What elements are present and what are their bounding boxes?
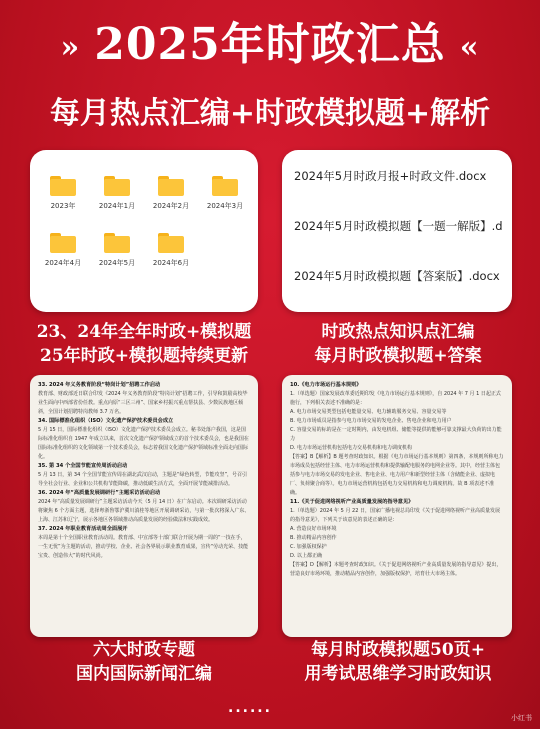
section-heading: 34. 国际標准化组织（ISO）文化遗产保护技术委员会成立 (38, 418, 174, 424)
paragraph: 1.（单选题）国家发展改革委近期印发《电力市场运行基本规则》，自 2024 年 7 月 1 日起正式施行，下列相关表述不准确的是： (290, 391, 501, 406)
section-heading: 33. 2024 年义务教育阶段“特岗计划”招聘工作启动 (38, 382, 161, 388)
caption-line: 国内国际新闻汇编 (76, 664, 212, 684)
news-document-text (30, 375, 258, 567)
section-heading: 36. 2024 年“高质量发展调研行”主题采访活动启动 (38, 490, 161, 496)
paragraph: D. 电力市场运营机构包括电力交易机构和电力调度机构 (290, 445, 413, 451)
folder-icon (104, 233, 130, 253)
caption-bottom-right (270, 638, 526, 686)
paragraph: D. 以上都正确 (290, 553, 323, 559)
folder-icon (104, 176, 130, 196)
document-item[interactable]: 2024年5月时政模拟题【答案版】.docx (294, 269, 500, 283)
page-subtitle: 每月热点汇编+时政模拟题+解析 (49, 96, 491, 131)
quiz-document-preview (282, 375, 512, 637)
paragraph: 1.（单选题）2024 年 5 月 22 日，国家广播电视总局印发《关于促进网络视听产业高质量发展的指导意见》，下列关于该意见的表述正确的是： (290, 508, 500, 523)
folder-item[interactable] (144, 176, 198, 211)
paragraph: 教育部、财政部近日联合印发《2024 年义务教育阶段“特岗计划”招聘工作，引导和鼓励高校毕业生面向中西部省份任教。重点向原“三区三州”、国家乡村振兴重点帮扶县、少数民族地区倾斜，全国计划招聘特岗教师 3.7 万名。 (38, 391, 248, 415)
paragraph: 2024 年“高质量发展调研行”主题采访活动今天（5 月 14 日）在广东启动。本次调研采访活动将聚焦 6 个方面主题，选择粤浙鲁鄂沪冀川滇桂等地区开展调研采访，与第一批次将深入广东、上海、江苏和辽宁，展示各地区各领域推动高质量发展的经验做法和实践成效。 (38, 499, 250, 523)
watermark: 小红书 (511, 714, 532, 722)
paragraph: B. 推动精品内容创作 (290, 535, 337, 541)
folder-icon (50, 176, 76, 196)
folder-grid (30, 150, 258, 268)
quiz-document-text (282, 375, 512, 585)
caption-line: 六大时政专题 (93, 640, 195, 660)
paragraph: A. 电力市场交易类型包括电能量交易、电力辅助服务交易、容量交易等 (290, 409, 447, 415)
paragraph: 5 月 13 日，第 34 个全国节能宣传周在湖北武汉启动，主题是“绿色转型，节能攻坚”，号召引导全社会行业、企业和公共机构节能降碳，推动低碳生活方式，全面开展节能减排活动。 (38, 472, 248, 487)
folder-label: 2024年1月 (98, 202, 136, 210)
folder-icon (158, 176, 184, 196)
ellipsis-dots: ...... (228, 700, 272, 716)
left-chevron-mark: » (60, 30, 81, 65)
folder-item[interactable] (36, 176, 90, 211)
caption-bottom-left (16, 638, 272, 686)
folder-item[interactable] (36, 233, 90, 268)
caption-line: 用考试思维学习时政知识 (304, 664, 492, 684)
paragraph: B. 电力市场成员是指参与电力市场交易的发电企业、售电企业和电力用户 (290, 418, 452, 424)
caption-line: 每月时政模拟题50页+ (311, 640, 485, 660)
page-title (0, 8, 540, 72)
paragraph: 【答案】B【解析】B 题考查时政知识。根据《电力市场运行基本规则》第四条，本规则所称电力市场成员包括经营主体、电力市场运营机构和提供输配电服务的电网企业等。其中，经营主体包括参与电力市场交易的发电企业、售电企业、电力用户和新型经营主体（含储能企业、虚拟电厂、负荷聚合商等）。电力市场运营机构包括电力交易机构和电力调度机构。故 B 项表述不准确。 (290, 454, 504, 496)
document-list-panel (282, 150, 512, 312)
folder-panel (30, 150, 258, 312)
document-item[interactable]: 2024年5月时政模拟题【一题一解版】.d (294, 219, 503, 233)
caption-top-right (270, 320, 526, 368)
paragraph: 本周是第十个全国职业教育活动周。教育部、中宣部等十部门联合开展为期一周的“一技在手，一生无忧”为主题的活动，推动学校、企业、社会各界展示职业教育成果，宣传“劳动光荣、技能宝贵、创造伟大”的时代风尚。 (38, 535, 249, 559)
right-chevron-mark: « (459, 30, 480, 65)
folder-label: 2024年4月 (44, 259, 82, 267)
caption-line: 每月时政模拟题+答案 (314, 346, 482, 366)
paragraph: C. 加强版权保护 (290, 544, 327, 550)
document-list (282, 150, 512, 284)
news-document-preview (30, 375, 258, 637)
section-heading: 35. 第 34 个全国节能宣传周活动启动 (38, 463, 128, 469)
folder-item[interactable] (90, 176, 144, 211)
section-heading: 10.《电力市场运行基本规则》 (290, 382, 362, 388)
section-heading: 37. 2024 年职业教育活动周全面展开 (38, 526, 128, 532)
paragraph: C. 容量交易的标的是在一定时期内，由发电机组、储能等提供的能够可靠支撑最大负荷的出力能力 (290, 427, 502, 442)
folder-label: 2024年6月 (152, 259, 190, 267)
caption-top-left (16, 320, 272, 368)
folder-item[interactable] (90, 233, 144, 268)
folder-icon (50, 233, 76, 253)
document-item[interactable]: 2024年5月时政月报+时政文件.docx (294, 169, 487, 183)
title-text: 2025年时政汇总 (94, 19, 446, 70)
folder-icon (158, 233, 184, 253)
paragraph: 【答案】D【解析】本题考查时政知识。《关于促进网络视听产业高质量发展的指导意见》提出，营造良好市场环境，推动精品内容创作，加强版权保护，培育壮大市场主体。 (290, 562, 502, 577)
folder-item[interactable] (144, 233, 198, 268)
folder-label: 2024年2月 (152, 202, 190, 210)
caption-line: 25年时政+模拟题持续更新 (40, 346, 248, 366)
section-heading: 11.《关于促进网络视听产业高质量发展的指导意见》 (290, 499, 414, 505)
caption-line: 23、24年全年时政+模拟题 (36, 322, 252, 342)
caption-line: 时政热点知识点汇编 (321, 322, 475, 342)
folder-label: 2024年5月 (98, 259, 136, 267)
paragraph: 5 月 15 日，国际標准化组织（ISO）文化遗产保护技术委员会成立。秘书处落户我国，这是国际标准化组织自 1947 年成立以来，首次文化遗产保护领域成立的首个技术委员会，也是我国在国际标准化组织的文化领域第一个技术委员会，标志着我国文化遗产保护领域标准全面走向国际化。 (38, 427, 249, 460)
folder-item[interactable] (198, 176, 252, 211)
folder-icon (212, 176, 238, 196)
folder-label: 2024年3月 (206, 202, 244, 210)
folder-label: 2023年 (50, 202, 76, 210)
paragraph: A. 营造良好市场环境 (290, 526, 337, 532)
